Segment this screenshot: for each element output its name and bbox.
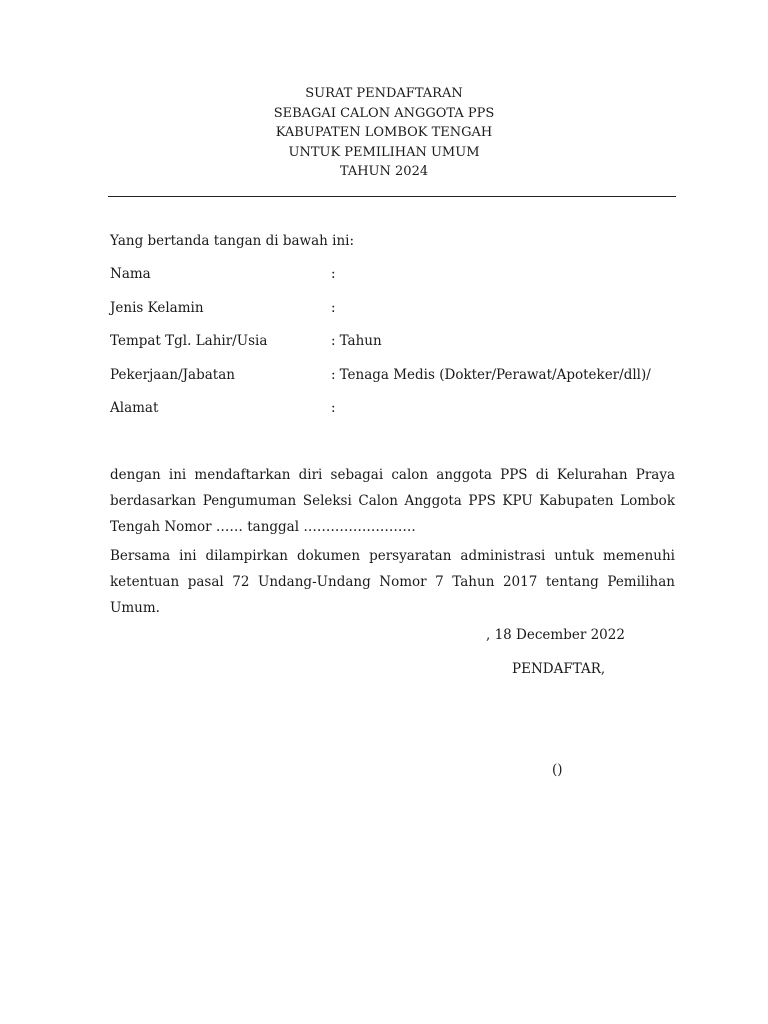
field-label-pekerjaan: Pekerjaan/Jabatan bbox=[110, 366, 235, 383]
field-value-tempat-tgl-lahir: Tahun bbox=[339, 333, 382, 349]
document-title bbox=[0, 84, 768, 182]
field-label-jenis-kelamin: Jenis Kelamin bbox=[110, 299, 204, 316]
field-colon-jenis-kelamin bbox=[331, 300, 340, 316]
field-label-alamat: Alamat bbox=[110, 400, 159, 416]
field-value-pekerjaan: Tenaga Medis (Dokter/Perawat/Apoteker/dll)/ bbox=[339, 366, 651, 383]
title-line-2: SEBAGAI CALON ANGGOTA PPS bbox=[273, 105, 495, 121]
field-row-jenis-kelamin bbox=[110, 300, 676, 334]
field-row-alamat bbox=[110, 400, 676, 434]
colon: : bbox=[331, 400, 336, 416]
field-row-nama bbox=[110, 266, 676, 300]
field-colon-nama bbox=[331, 266, 340, 282]
signer-name-placeholder: () bbox=[552, 762, 563, 778]
field-colon-pekerjaan bbox=[331, 367, 651, 383]
title-line-4: UNTUK PEMILIHAN UMUM bbox=[288, 144, 480, 160]
colon: : bbox=[331, 299, 336, 316]
intro-text: Yang bertanda tangan di bawah ini: bbox=[110, 233, 355, 249]
field-row-pekerjaan bbox=[110, 367, 676, 401]
field-colon-alamat bbox=[331, 400, 340, 416]
body-paragraph-2: Bersama ini dilampirkan dokumen persyaratan administrasi untuk memenuhi ketentuan pasal 72 Undang-Undang Nomor 7 Tahun 2017 tentang Pemilihan Umum. bbox=[110, 548, 675, 616]
title-line-5: TAHUN 2024 bbox=[339, 164, 429, 179]
field-label-tempat-tgl-lahir: Tempat Tgl. Lahir/Usia bbox=[110, 333, 268, 349]
colon: : bbox=[331, 333, 336, 349]
body-paragraph-1: dengan ini mendaftarkan diri sebagai calon anggota PPS di Kelurahan Praya berdasarkan Pengumuman Seleksi Calon Anggota PPS KPU Kabupaten Lombok Tengah Nomor …… tanggal ……………………. bbox=[110, 467, 675, 535]
signature-date: , 18 December 2022 bbox=[486, 627, 625, 643]
field-row-tempat-tgl-lahir bbox=[110, 333, 676, 367]
title-line-3: KABUPATEN LOMBOK TENGAH bbox=[275, 125, 493, 140]
field-label-nama: Nama bbox=[110, 266, 151, 282]
title-line-1: SURAT PENDAFTARAN bbox=[305, 86, 463, 101]
colon: : bbox=[331, 366, 336, 383]
field-colon-tempat-tgl-lahir bbox=[331, 333, 382, 349]
header-divider bbox=[108, 196, 676, 197]
signer-label: PENDAFTAR, bbox=[512, 661, 606, 677]
identity-fields bbox=[110, 266, 676, 434]
colon: : bbox=[331, 266, 336, 282]
